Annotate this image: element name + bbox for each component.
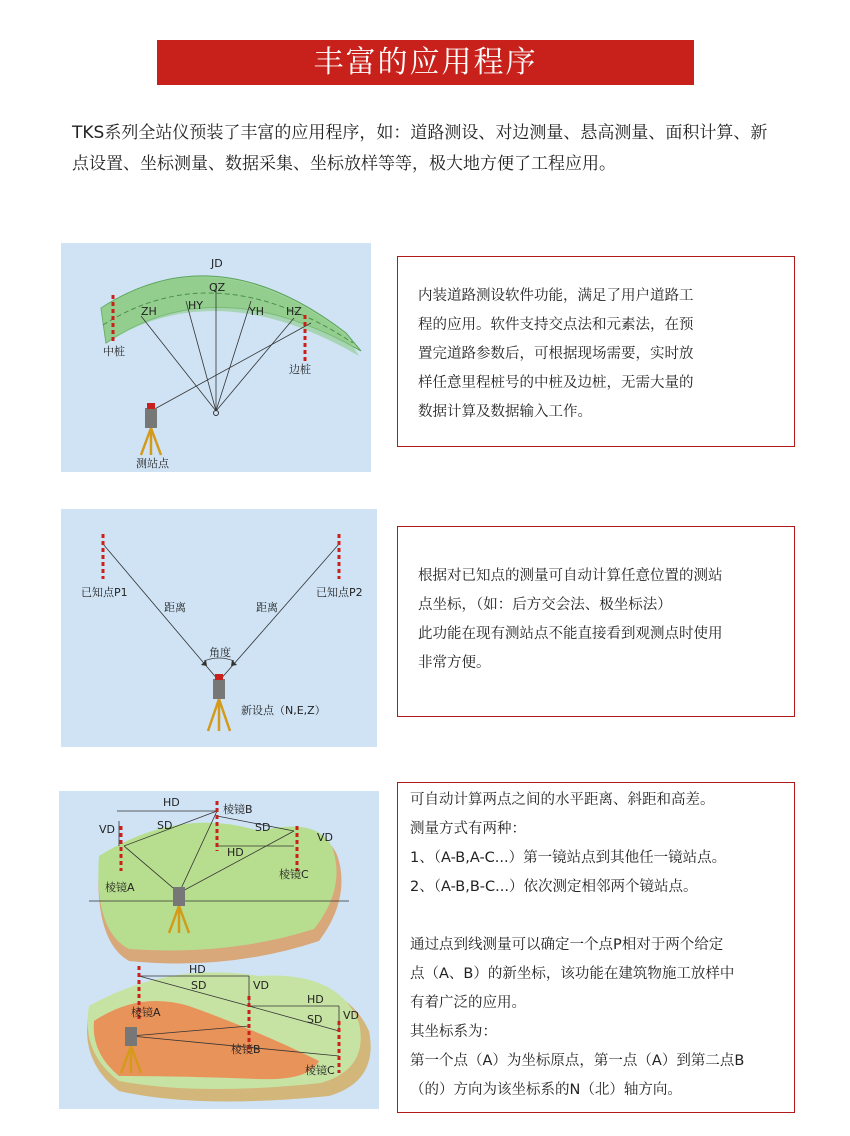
page-title: 丰富的应用程序 bbox=[157, 40, 694, 85]
label-new-point: 新设点（N,E,Z） bbox=[241, 704, 326, 717]
text-line: 程的应用。软件支持交点法和元素法，在预 bbox=[418, 317, 694, 333]
label-prism-b: 棱镜B bbox=[223, 803, 253, 816]
text-line: 1、（A-B,A-C...）第一镜站点到其他任一镜站点。 bbox=[410, 850, 727, 866]
text-line: 数据计算及数据输入工作。 bbox=[418, 404, 592, 420]
text-line: 点坐标，（如：后方交会法、极坐标法） bbox=[418, 597, 672, 613]
label-prism-b-bottom: 棱镜B bbox=[231, 1043, 261, 1056]
text-line: 2、（A-B,B-C...）依次测定相邻两个镜站点。 bbox=[410, 879, 698, 895]
label-sd1: SD bbox=[191, 979, 207, 992]
missing-line-diagram bbox=[59, 791, 379, 1109]
label-sd-right: SD bbox=[255, 821, 271, 834]
label-yh: YH bbox=[249, 305, 264, 318]
text-line: 样任意里程桩号的中桩及边桩，无需大量的 bbox=[418, 375, 694, 391]
label-prism-a-top: 棱镜A bbox=[105, 881, 135, 894]
label-dist-left: 距离 bbox=[164, 601, 186, 614]
label-angle: 角度 bbox=[209, 646, 231, 659]
resection-diagram bbox=[61, 509, 377, 747]
label-dist-right: 距离 bbox=[256, 601, 278, 614]
label-prism-c-top: 棱镜C bbox=[279, 868, 309, 881]
label-vd-right: VD bbox=[317, 831, 333, 844]
road-stakeout-description bbox=[397, 256, 795, 447]
label-side-stake: 边桩 bbox=[289, 363, 311, 376]
text-line: 第一个点（A）为坐标原点，第一点（A）到第二点B bbox=[410, 1053, 745, 1069]
label-hy: HY bbox=[188, 299, 203, 312]
label-zh: ZH bbox=[141, 305, 157, 318]
text-line: 可自动计算两点之间的水平距离、斜距和高差。 bbox=[410, 792, 715, 808]
text-line: 根据对已知点的测量可自动计算任意位置的测站 bbox=[418, 568, 723, 584]
label-prism-c-bottom: 棱镜C bbox=[305, 1064, 335, 1077]
label-sd-left: SD bbox=[157, 819, 173, 832]
label-prism-a-bottom: 棱镜A bbox=[131, 1006, 161, 1019]
label-hd-top: HD bbox=[163, 796, 180, 809]
text-line: 此功能在现有测站点不能直接看到观测点时使用 bbox=[418, 626, 723, 642]
intro-paragraph: TKS系列全站仪预装了丰富的应用程序，如：道路测设、对边测量、悬高测量、面积计算、新点设置、坐标测量、数据采集、坐标放样等等，极大地方便了工程应用。 bbox=[72, 123, 768, 174]
label-sd2: SD bbox=[307, 1013, 323, 1026]
road-stakeout-diagram bbox=[61, 243, 371, 472]
label-station: 测站点 bbox=[136, 457, 169, 470]
label-vd1: VD bbox=[253, 979, 269, 992]
label-hd2: HD bbox=[307, 993, 324, 1006]
label-p2: 已知点P2 bbox=[316, 586, 363, 599]
text-line: 非常方便。 bbox=[418, 655, 491, 671]
missing-line-description bbox=[397, 782, 795, 1113]
text-line: （的）方向为该坐标系的N（北）轴方向。 bbox=[410, 1082, 682, 1098]
label-p1: 已知点P1 bbox=[81, 586, 128, 599]
text-line: 点（A、B）的新坐标，该功能在建筑物施工放样中 bbox=[410, 966, 735, 982]
text-line: 有着广泛的应用。 bbox=[410, 995, 526, 1011]
text-line: 通过点到线测量可以确定一个点P相对于两个给定 bbox=[410, 937, 724, 953]
label-hd-mid: HD bbox=[227, 846, 244, 859]
label-vd2: VD bbox=[343, 1009, 359, 1022]
label-vd-left: VD bbox=[99, 823, 115, 836]
resection-description bbox=[397, 526, 795, 717]
label-center-stake: 中桩 bbox=[103, 345, 125, 358]
text-line bbox=[410, 902, 782, 931]
label-jd: JD bbox=[211, 257, 223, 270]
label-hd1: HD bbox=[189, 963, 206, 976]
text-line: 其坐标系为： bbox=[410, 1024, 497, 1040]
text-line: 测量方式有两种： bbox=[410, 821, 526, 837]
text-line: 内装道路测设软件功能，满足了用户道路工 bbox=[418, 288, 694, 304]
label-hz: HZ bbox=[286, 305, 302, 318]
label-qz: QZ bbox=[209, 281, 226, 294]
text-line: 置完道路参数后，可根据现场需要，实时放 bbox=[418, 346, 694, 362]
